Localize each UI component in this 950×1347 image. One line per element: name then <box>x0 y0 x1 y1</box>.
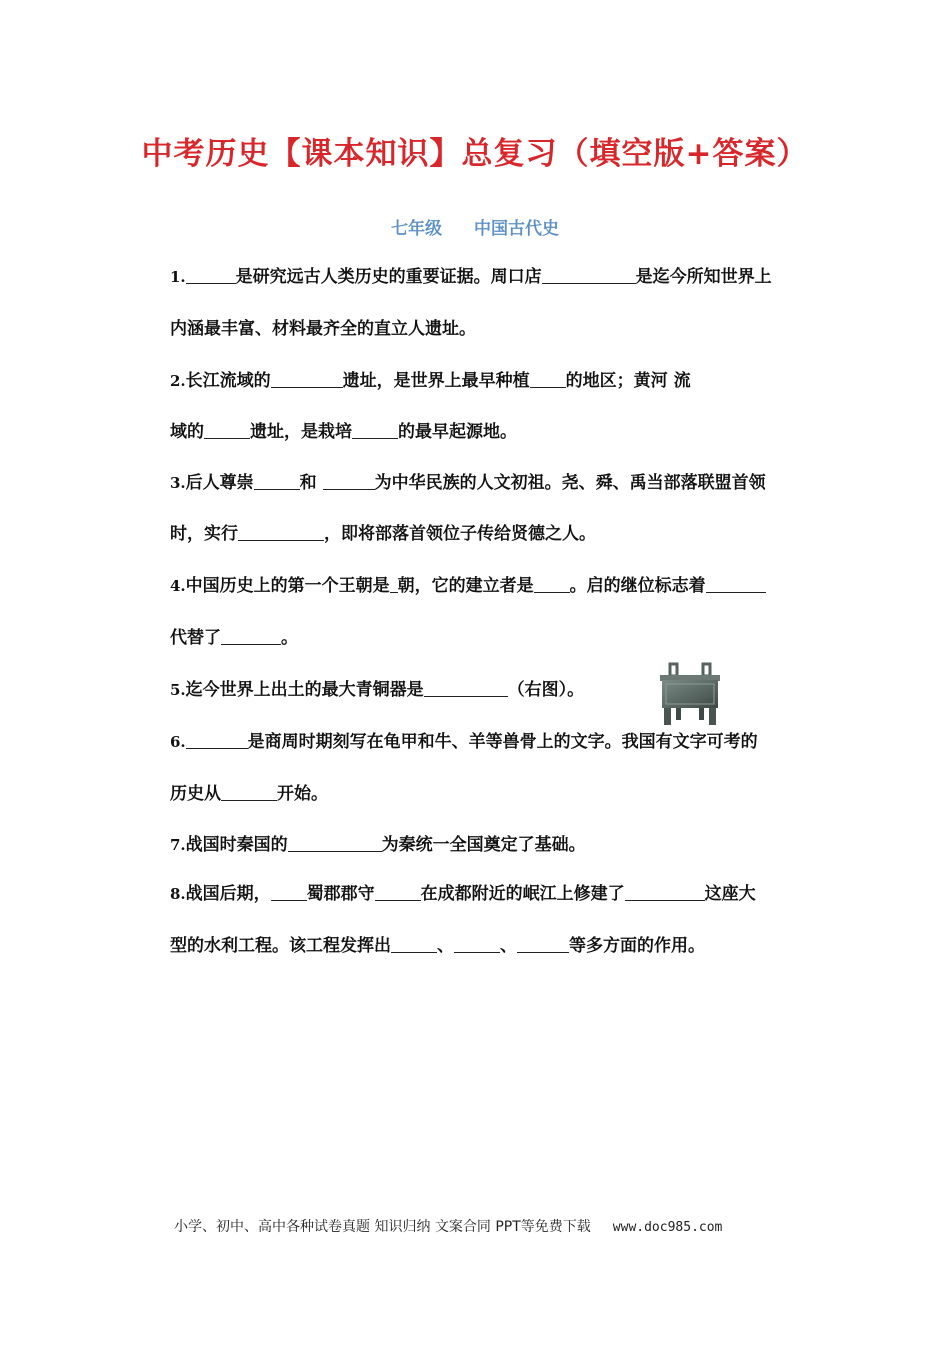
answer-blank[interactable] <box>271 369 343 388</box>
question-text: 域的 <box>170 422 204 442</box>
answer-blank[interactable] <box>238 522 324 541</box>
question-text: 遗址，是世界上最早种植 <box>342 371 530 391</box>
answer-blank[interactable] <box>391 934 437 953</box>
question-text: 是商周时期刻写在龟甲和牛、羊等兽骨上的文字。我国有文字可考的 <box>247 732 758 752</box>
question-text: 这座大 <box>704 884 756 904</box>
question-text: 长江流域的 <box>185 371 271 391</box>
question-text: 内涵最丰富、材料最齐全的直立人遗址。 <box>170 319 476 339</box>
question-text: 。启的继位标志着 <box>569 576 706 596</box>
answer-blank[interactable] <box>186 730 248 749</box>
answer-blank[interactable] <box>530 369 566 388</box>
answer-blank[interactable] <box>288 833 382 852</box>
question-text: 战国时秦国的 <box>185 835 288 855</box>
question-text: 的地区；黄河 流 <box>565 371 691 391</box>
grade-label: 七年级 <box>391 219 442 239</box>
question-text: 是研究远古人类历史的重要证据。周口店 <box>235 267 542 287</box>
answer-blank[interactable] <box>271 882 307 901</box>
question-text: 等多方面的作用。 <box>569 936 705 956</box>
question-number: 1. <box>170 268 186 286</box>
question-text: 历史从 <box>170 784 221 804</box>
answer-blank[interactable] <box>454 934 500 953</box>
question-text: 为秦统一全国奠定了基础。 <box>381 835 586 855</box>
answer-blank[interactable] <box>254 471 300 490</box>
page-footer <box>174 1216 722 1236</box>
question-text: 在成都附近的岷江上修建了 <box>420 884 625 904</box>
topic-label: 中国古代史 <box>474 219 559 239</box>
answer-blank[interactable] <box>424 678 508 697</box>
question-1-line-1 <box>170 264 840 290</box>
question-2-line-2 <box>170 419 840 445</box>
question-text: 的最早起源地。 <box>398 422 517 442</box>
question-number: 3. <box>170 474 186 492</box>
question-number: 2. <box>170 372 186 390</box>
question-4-line-1 <box>170 573 840 599</box>
question-text: ，即将部落首领位子传给贤德之人。 <box>324 524 596 544</box>
question-number: 4. <box>170 577 186 595</box>
footer-url[interactable]: www.doc985.com <box>612 1220 723 1235</box>
question-7-line-1 <box>170 832 840 858</box>
answer-blank[interactable] <box>534 574 570 593</box>
question-8-line-2 <box>170 933 840 959</box>
answer-blank[interactable] <box>221 782 277 801</box>
page-title: 中考历史【课本知识】总复习（填空版+答案） <box>141 136 809 172</box>
question-number: 5. <box>170 681 186 699</box>
question-8-line-1 <box>170 881 840 907</box>
question-text: 开始。 <box>277 784 328 804</box>
question-5-line-1 <box>170 677 840 703</box>
answer-blank[interactable] <box>186 265 236 284</box>
question-text: 朝，它的建立者是 <box>397 576 534 596</box>
question-text: 、 <box>437 936 454 956</box>
question-text: （右图）。 <box>507 680 585 700</box>
bronze-ding-image <box>652 662 728 726</box>
answer-blank[interactable] <box>706 574 766 593</box>
answer-blank[interactable] <box>204 420 250 439</box>
section-subtitle <box>0 214 950 239</box>
question-1-line-2 <box>170 316 840 342</box>
answer-blank[interactable] <box>517 934 569 953</box>
answer-blank[interactable] <box>390 574 398 593</box>
question-3-line-2 <box>170 521 840 547</box>
question-text: 。 <box>281 628 298 648</box>
answer-blank[interactable] <box>375 882 421 901</box>
question-text: 、 <box>500 936 517 956</box>
question-2-line-1 <box>170 368 840 394</box>
question-4-line-2 <box>170 625 840 651</box>
question-text: 中国历史上的第一个王朝是 <box>185 576 390 596</box>
question-3-line-1 <box>170 470 840 496</box>
question-number: 6. <box>170 733 186 751</box>
question-text: 和 <box>299 473 323 493</box>
question-text: 代替了 <box>170 628 221 648</box>
question-text: 蜀郡郡守 <box>306 884 375 904</box>
question-number: 8. <box>170 885 186 903</box>
answer-blank[interactable] <box>625 882 705 901</box>
question-text: 型的水利工程。该工程发挥出 <box>170 936 391 956</box>
question-number: 7. <box>170 836 186 854</box>
footer-text: 小学、初中、高中各种试卷真题 知识归纳 文案合同 PPT等免费下载 <box>174 1219 591 1235</box>
question-text: 为中华民族的人文初祖。尧、舜、禹当部落联盟首领 <box>374 473 766 493</box>
question-text: 迄今世界上出土的最大青铜器是 <box>185 680 424 700</box>
question-text: 时，实行 <box>170 524 238 544</box>
question-text: 后人尊崇 <box>185 473 254 493</box>
answer-blank[interactable] <box>352 420 398 439</box>
question-6-line-2 <box>170 781 840 807</box>
answer-blank[interactable] <box>323 471 375 490</box>
question-text: 战国后期， <box>185 884 271 904</box>
question-text: 是迄今所知世界上 <box>635 267 772 287</box>
question-text: 遗址，是栽培 <box>250 422 352 442</box>
answer-blank[interactable] <box>221 626 281 645</box>
answer-blank[interactable] <box>542 265 636 284</box>
question-6-line-1 <box>170 729 840 755</box>
